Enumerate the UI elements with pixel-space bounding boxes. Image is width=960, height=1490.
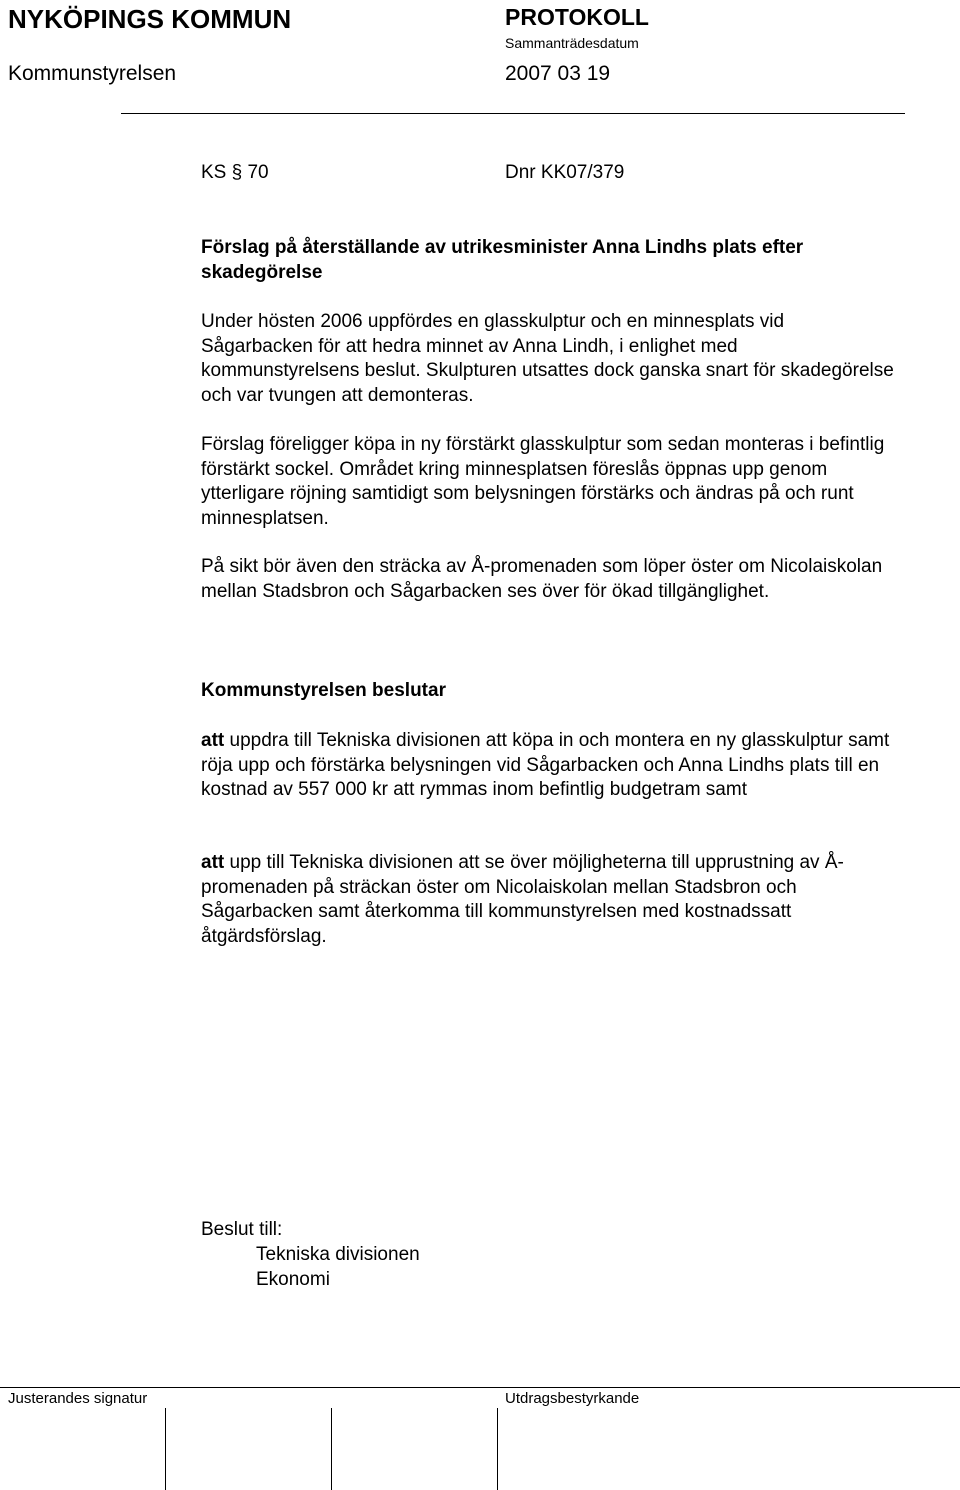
case-registration-number: Dnr KK07/379 [505,162,625,183]
meeting-date-label: Sammanträdesdatum [505,35,639,51]
paragraph-proposal [201,433,901,531]
paragraph-text: Under hösten 2006 uppfördes en glasskulptur och en minnesplats vid Sågarbacken för att hedra minnet av Anna Lindh, i enlighet med kommunstyrelsens beslut. Skulpturen utsattes dock ganska snart för skadegörelse och var tvungen att demonteras. [201,311,894,406]
header-divider [121,113,905,114]
meeting-date: 2007 03 19 [505,62,611,85]
decision-item [201,729,901,803]
signature-box-line [165,1408,166,1490]
signature-box-line [497,1408,498,1490]
signature-box-line [331,1408,332,1490]
paragraph-future [201,555,901,604]
case-paragraph-number: KS § 70 [201,162,269,183]
recipient-item: Tekniska divisionen [256,1244,420,1265]
decision-text: upp till Tekniska divisionen att se över möjligheterna till upprustning av Å-promenaden på sträckan öster om Nicolaiskolan mellan Stadsbron och Sågarbacken samt återkomma till kommunstyrelsen med kostnadssatt åtgärdsförslag. [201,852,844,947]
paragraph-text: Förslag föreligger köpa in ny förstärkt glasskulptur som sedan monteras i befintlig förstärkt sockel. Området kring minnesplatsen föreslås öppnas upp genom ytterligare röjning samtidigt som belysningen förstärks och ändras på och runt minnesplatsen. [201,434,885,529]
decision-lead-word: att [201,730,225,751]
footer-divider [0,1387,960,1388]
paragraph-background [201,310,901,408]
signature-label: Justerandes signatur [8,1390,148,1407]
document-type: PROTOKOLL [505,4,649,30]
decision-lead-word: att [201,852,225,873]
decision-item [201,851,901,949]
decision-heading: Kommunstyrelsen beslutar [201,680,446,701]
case-title: Förslag på återställande av utrikesminister Anna Lindhs plats efter skadegörelse [201,237,804,283]
paragraph-text: På sikt bör även den sträcka av Å-promenaden som löper öster om Nicolaiskolan mellan Stadsbron och Sågarbacken ses över för ökad tillgänglighet. [201,556,883,602]
governing-body: Kommunstyrelsen [8,62,177,85]
recipient-item: Ekonomi [256,1269,330,1290]
recipients-label: Beslut till: [201,1219,283,1240]
extract-verification-label: Utdragsbestyrkande [505,1390,640,1407]
decision-text: uppdra till Tekniska divisionen att köpa in och montera en ny glasskulptur samt röja upp och förstärka belysningen vid Sågarbacken och Anna Lindhs plats till en kostnad av 557 000 kr att rymmas inom befintlig budgetram samt [201,730,890,800]
organization-name: NYKÖPINGS KOMMUN [8,4,292,34]
